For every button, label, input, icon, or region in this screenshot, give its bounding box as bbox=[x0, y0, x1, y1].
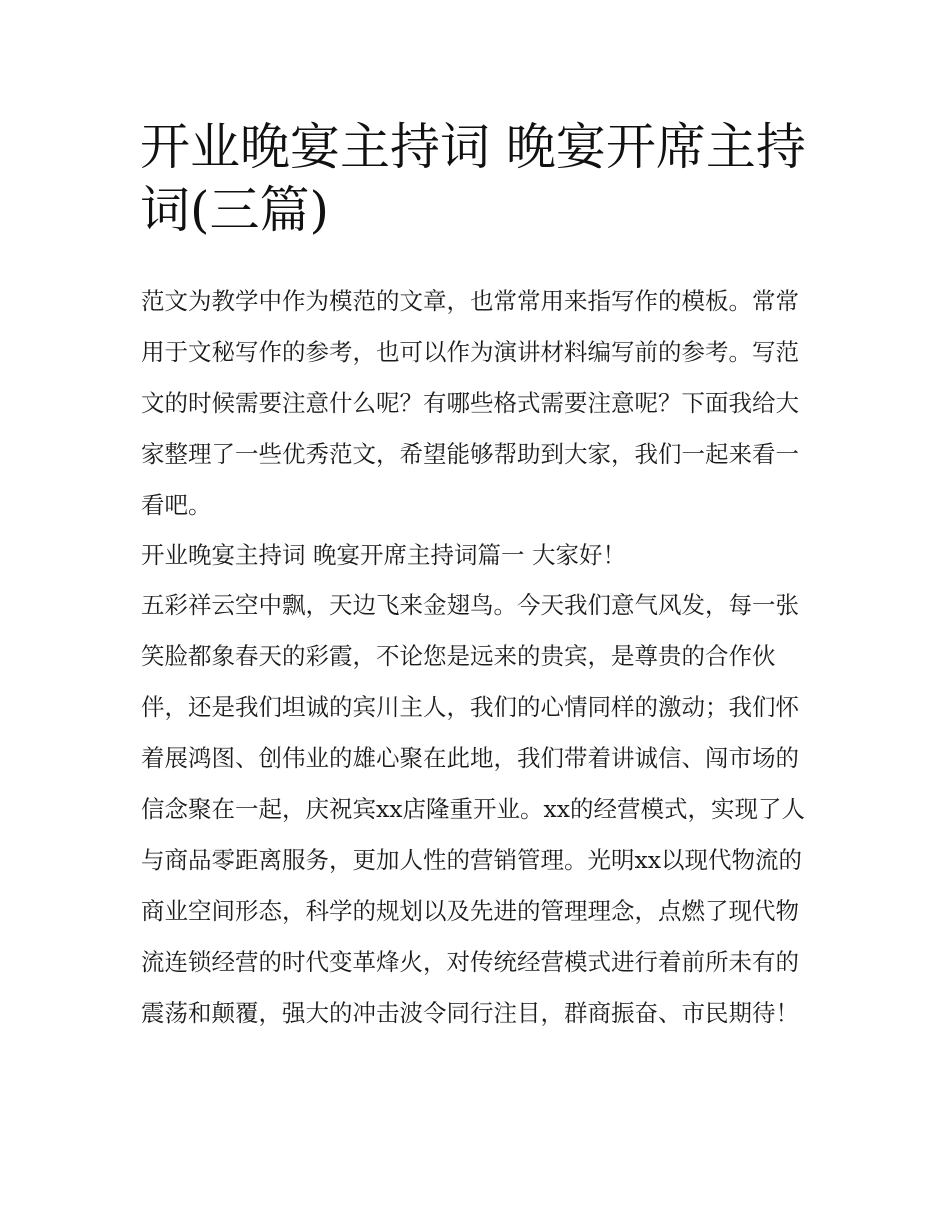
main-paragraph: 五彩祥云空中飘，天边飞来金翅鸟。今天我们意气风发，每一张笑脸都象春天的彩霞，不论您是远来的贵宾，是尊贵的合作伙伴，还是我们坦诚的宾川主人，我们的心情同样的激动；我们怀着展鸿图、创伟业的雄心聚在此地，我们带着讲诚信、闯市场的信念聚在一起，庆祝宾xx店隆重开业。xx的经营模式，实现了人与商品零距离服务，更加人性的营销管理。光明xx以现代物流的商业空间形态，科学的规划以及先进的管理理念，点燃了现代物流连锁经营的时代变革烽火，对传统经营模式进行着前所未有的震荡和颠覆，强大的冲击波令同行注目，群商振奋、市民期待！ bbox=[141, 591, 806, 1027]
document-title: 开业晚宴主持词 晚宴开席主持词(三篇) bbox=[140, 118, 806, 239]
intro-paragraph: 范文为教学中作为模范的文章，也常常用来指写作的模板。常常用于文秘写作的参考，也可以作为演讲材料编写前的参考。写范文的时候需要注意什么呢？有哪些格式需要注意呢？下面我给大家整理了一些优秀范文，希望能够帮助到大家，我们一起来看一看吧。 bbox=[141, 287, 799, 519]
section-heading: 开业晚宴主持词 晚宴开席主持词篇一 大家好！ bbox=[141, 541, 626, 569]
